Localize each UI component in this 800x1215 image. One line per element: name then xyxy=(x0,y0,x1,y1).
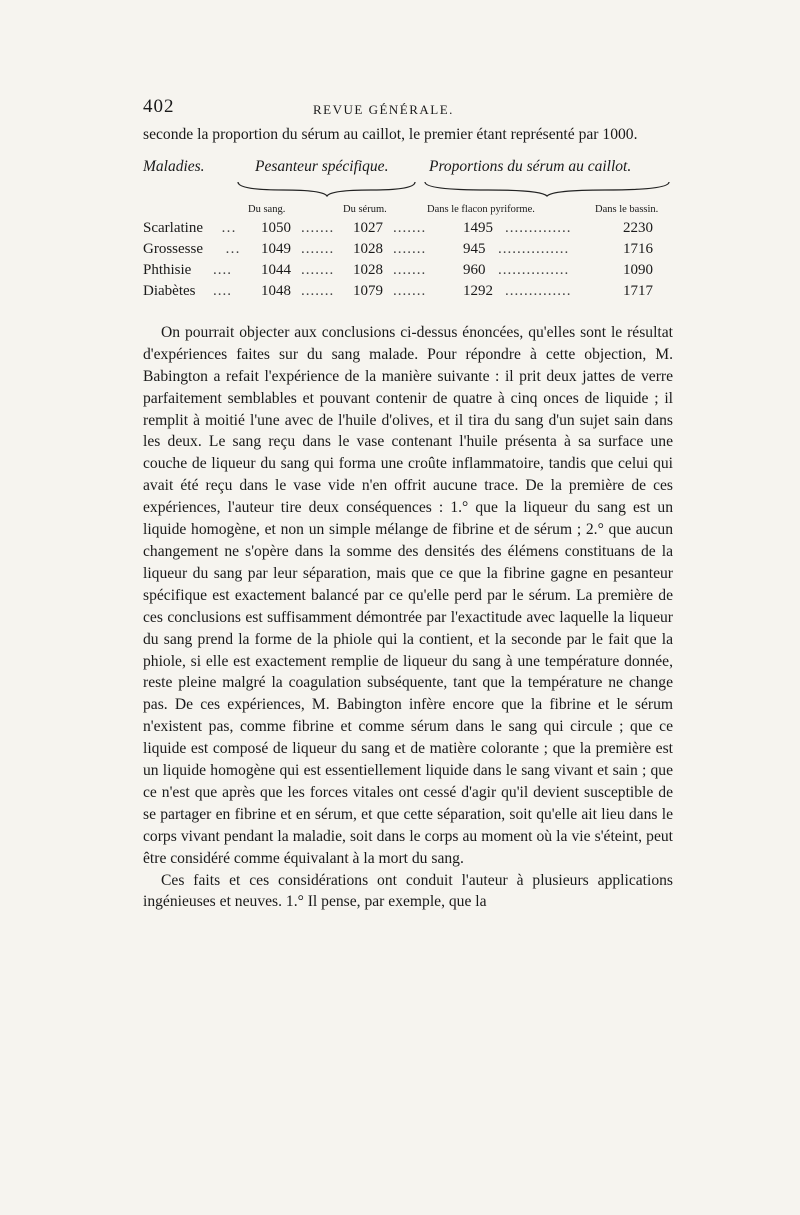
running-title: REVUE GÉNÉRALE. xyxy=(313,102,454,117)
row-flask: 945 xyxy=(463,240,486,257)
subcol-serum: Du sérum. xyxy=(343,203,387,215)
row-serum: 1028 xyxy=(353,240,383,257)
page xyxy=(143,92,673,913)
row-name: Diabètes xyxy=(143,282,196,299)
paragraph-2: Ces faits et ces considérations ont conduit l'auteur à plusieurs applications ingénieuses et neuves. 1.° Il pense, par exemple, que la xyxy=(143,871,673,911)
header-braces xyxy=(143,178,673,198)
table-row: Grossesse … 1049 ....... 1028 ....... 945 ............... 1716 xyxy=(143,240,653,257)
row-blood: 1050 xyxy=(261,219,291,236)
row-name: Phthisie xyxy=(143,261,192,278)
paragraph-1: On pourrait objecter aux conclusions ci-dessus énoncées, qu'elles sont le résultat d'expériences faites sur du sang malade. Pour répondre à cette objection, M. Babington a refait l'expérience de la manière suivante : il prit deux jattes de verre parfaitement semblables et pouvant contenir de quatre à cinq onces de liquide ; il remplit à moitié l'une avec de l'huile d'olives, et il tira du sang d'un sujet sain dans les deux. Le sang reçu dans le vase contenant l'huile présenta à sa surface une couche de liqueur du sang qui forma une croûte inflammatoire, tandis que celui qui avait été reçu dans le vase vide n'en offrit aucune trace. De la première de ces expériences, l'auteur tire deux conséquences : 1.° que la liqueur du sang est un liquide homogène, et non un simple mélange de fibrine et de sérum ; 2.° que aucun changement ne s'opère dans la somme des densités des élémens constituans de la liqueur du sang par leur séparation, mais que ce que la fibrine gagne en pesanteur spécifique est exactement balancé par ce qu'elle perd par le sérum. La première de ces conclusions est suffisamment démontrée par l'exactitude avec laquelle la liqueur du sang prend la forme de la phiole qui la contient, et la seconde par le fait que la phiole, si elle est exactement remplie de liqueur du sang à une température donnée, reste pleine malgré la coagulation subséquente, tant que la température ne change pas. De ces expériences, M. Babington infère encore que la fibrine et le sérum n'existent pas, comme fibrine et comme sérum dans le sang qui circule ; que ce liquide est composé de liqueur du sang et de matière colorante ; que la première est un liquide homogène qui est essentiellement liquide dans le sang vivant et sain ; que ce n'est que après que les forces vitales ont cessé d'agir qu'il devient susceptible de se partager en fibrine et en sérum, et que cette séparation, soit qu'elle ait lieu dans le corps vivant pendant la maladie, soit dans le corps au moment où la vie s'éteint, peut être considéré comme équivalant à la mort du sang. xyxy=(143,323,673,867)
row-name: Grossesse xyxy=(143,240,203,257)
page-number: 402 xyxy=(143,96,175,117)
col-maladies: Maladies. xyxy=(143,157,205,175)
table-body xyxy=(143,220,673,304)
row-serum: 1027 xyxy=(353,219,383,236)
row-basin: 2230 xyxy=(623,219,653,236)
row-blood: 1044 xyxy=(261,261,291,278)
col-proportions: Proportions du sérum au caillot. xyxy=(429,157,632,175)
subcol-blood: Du sang. xyxy=(248,203,286,215)
col-pesanteur: Pesanteur spécifique. xyxy=(255,157,389,175)
row-blood: 1049 xyxy=(261,240,291,257)
body-text xyxy=(143,322,673,913)
row-basin: 1717 xyxy=(623,282,653,299)
row-basin: 1716 xyxy=(623,240,653,257)
running-head xyxy=(143,92,673,122)
row-basin: 1090 xyxy=(623,261,653,278)
row-flask: 960 xyxy=(463,261,486,278)
subcol-flask: Dans le flacon pyriforme. xyxy=(427,203,535,215)
table-row: Phthisie .... 1044 ....... 1028 ....... 960 ............... 1090 xyxy=(143,261,653,278)
subcol-basin: Dans le bassin. xyxy=(595,203,659,215)
table-header xyxy=(143,158,673,202)
row-flask: 1292 xyxy=(463,282,493,299)
row-serum: 1079 xyxy=(353,282,383,299)
row-flask: 1495 xyxy=(463,219,493,236)
table-subheader xyxy=(143,202,673,220)
table-row: Scarlatine … 1050 ....... 1027 ....... 1495 .............. 2230 xyxy=(143,219,653,236)
row-blood: 1048 xyxy=(261,282,291,299)
intro-text: seconde la proportion du sérum au caillot, le premier étant représenté par 1000. xyxy=(143,126,638,143)
row-name: Scarlatine xyxy=(143,219,203,236)
row-serum: 1028 xyxy=(353,261,383,278)
table-row: Diabètes .... 1048 ....... 1079 ....... 1292 .............. 1717 xyxy=(143,282,653,299)
